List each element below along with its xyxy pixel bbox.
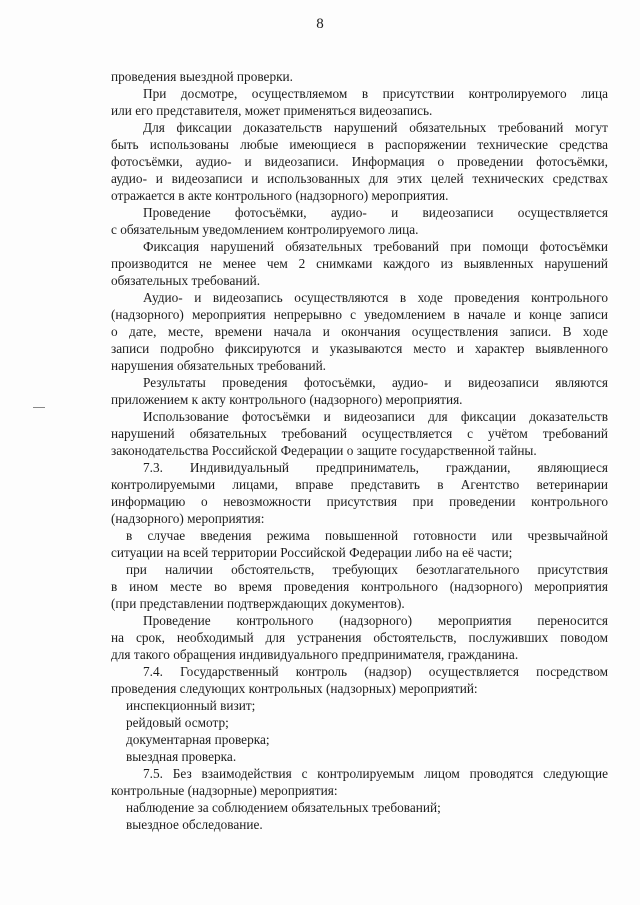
paragraph-line: о дате, месте, времени начала и окончания осуществления записи. В ходе bbox=[111, 324, 608, 339]
paragraph bbox=[111, 799, 608, 816]
paragraph-line: 7.3. Индивидуальный предприниматель, граждании, являющиеся bbox=[143, 460, 608, 475]
paragraph bbox=[111, 765, 608, 799]
paragraph-line: проведения следующих контрольных (надзорных) мероприятий: bbox=[111, 681, 478, 696]
document-body bbox=[111, 68, 608, 833]
paragraph bbox=[111, 816, 608, 833]
paragraph-line: инспекционный визит; bbox=[126, 698, 256, 713]
paragraph-line: для такого обращения индивидуального предпринимателя, гражданина. bbox=[111, 647, 519, 662]
paragraph-line: в ином месте во время проведения контрольного (надзорного) мероприятия bbox=[111, 579, 608, 594]
paragraph-line: (при представлении подтверждающих документов). bbox=[111, 596, 405, 611]
paragraph-line: (надзорного) мероприятия непрерывно с уведомлением в начале и конце записи bbox=[111, 307, 608, 322]
paragraph bbox=[111, 561, 608, 612]
paragraph bbox=[111, 714, 608, 731]
paragraph-line: наблюдение за соблюдением обязательных требований; bbox=[126, 800, 441, 815]
paragraph-line: рейдовый осмотр; bbox=[126, 715, 229, 730]
paragraph-line: законодательства Российской Федерации о защите государственной тайны. bbox=[111, 443, 537, 458]
paragraph-line: нарушения обязательных требований. bbox=[111, 358, 327, 373]
paragraph-line: контролируемыми лицами, вправе представить в Агентство ветеринарии bbox=[111, 477, 608, 492]
paragraph-line: выездная проверка. bbox=[126, 749, 237, 764]
paragraph-line: контрольные (надзорные) мероприятия: bbox=[111, 783, 338, 798]
paragraph bbox=[111, 238, 608, 289]
paragraph bbox=[111, 374, 608, 408]
paragraph bbox=[111, 85, 608, 119]
paragraph bbox=[111, 459, 608, 527]
paragraph-line: 7.5. Без взаимодействия с контролируемым лицом проводятся следующие bbox=[143, 766, 608, 781]
paragraph-line: Проведение фотосъёмки, аудио- и видеозаписи осуществляется bbox=[143, 205, 608, 220]
margin-mark bbox=[33, 407, 45, 408]
paragraph-line: Для фиксации доказательств нарушений обязательных требований могут bbox=[143, 120, 608, 135]
paragraph bbox=[111, 68, 608, 85]
paragraph-line: Результаты проведения фотосъёмки, аудио- и видеозаписи являются bbox=[143, 375, 608, 390]
paragraph-line: Фиксация нарушений обязательных требований при помощи фотосъёмки bbox=[143, 239, 608, 254]
paragraph bbox=[111, 731, 608, 748]
paragraph bbox=[111, 697, 608, 714]
paragraph-line: в случае введения режима повышенной готовности или чрезвычайной bbox=[126, 528, 608, 543]
paragraph-line: быть использованы любые имеющиеся в распоряжении технические средства bbox=[111, 137, 608, 152]
paragraph-line: При досмотре, осуществляемом в присутствии контролируемого лица bbox=[143, 86, 608, 101]
paragraph-line: отражается в акте контрольного (надзорного) мероприятия. bbox=[111, 188, 449, 203]
paragraph bbox=[111, 527, 608, 561]
paragraph bbox=[111, 663, 608, 697]
paragraph bbox=[111, 748, 608, 765]
paragraph-line: ситуации на всей территории Российской Федерации либо на её части; bbox=[111, 545, 513, 560]
paragraph-line: документарная проверка; bbox=[126, 732, 270, 747]
paragraph bbox=[111, 119, 608, 204]
paragraph-line: информацию о невозможности присутствия при проведении контрольного bbox=[111, 494, 608, 509]
paragraph-line: Проведение контрольного (надзорного) мероприятия переносится bbox=[143, 613, 608, 628]
paragraph-line: нарушений обязательных требований осуществляется с учётом требований bbox=[111, 426, 608, 441]
paragraph-line: проведения выездной проверки. bbox=[111, 69, 294, 84]
paragraph-line: на срок, необходимый для устранения обстоятельств, послуживших поводом bbox=[111, 630, 608, 645]
paragraph-line: при наличии обстоятельств, требующих безотлагательного присутствия bbox=[126, 562, 608, 577]
paragraph-line: обязательных требований. bbox=[111, 273, 261, 288]
page-number: 8 bbox=[316, 16, 324, 32]
paragraph-line: записи подробно фиксируются и указываются место и характер выявленного bbox=[111, 341, 608, 356]
paragraph bbox=[111, 204, 608, 238]
paragraph-line: 7.4. Государственный контроль (надзор) осуществляется посредством bbox=[143, 664, 608, 679]
paragraph bbox=[111, 408, 608, 459]
paragraph-line: с обязательным уведомлением контролируемого лица. bbox=[111, 222, 419, 237]
paragraph-line: (надзорного) мероприятия: bbox=[111, 511, 265, 526]
paragraph-line: выездное обследование. bbox=[126, 817, 263, 832]
paragraph-line: Использование фотосъёмки и видеозаписи для фиксации доказательств bbox=[143, 409, 608, 424]
paragraph bbox=[111, 289, 608, 374]
paragraph-line: производится не менее чем 2 снимками каждого из выявленных нарушений bbox=[111, 256, 608, 271]
paragraph-line: фотосъёмки, аудио- и видеозаписи. Информация о проведении фотосъёмки, bbox=[111, 154, 608, 169]
paragraph-line: приложением к акту контрольного (надзорного) мероприятия. bbox=[111, 392, 463, 407]
paragraph bbox=[111, 612, 608, 663]
paragraph-line: Аудио- и видеозапись осуществляются в ходе проведения контрольного bbox=[143, 290, 608, 305]
paragraph-line: или его представителя, может применяться видеозапись. bbox=[111, 103, 433, 118]
paragraph-line: аудио- и видеозаписи и использованных для этих целей технических средствах bbox=[111, 171, 608, 186]
